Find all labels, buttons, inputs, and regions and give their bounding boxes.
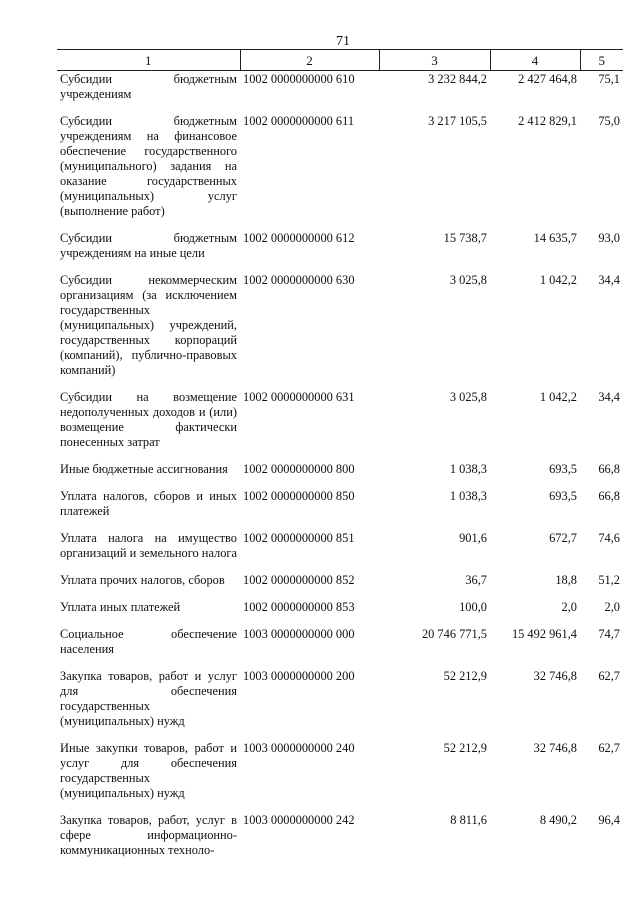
page-number: 71 — [336, 34, 350, 49]
row-value-4: 2 412 829,1 — [518, 114, 577, 128]
row-code: 1002 0000000000 852 — [243, 573, 355, 587]
row-code: 1002 0000000000 800 — [243, 462, 355, 476]
row-name: Иные бюджетные ассигнования — [60, 462, 228, 476]
row-value-3: 1 038,3 — [449, 489, 487, 503]
row-value-5: 74,7 — [598, 627, 620, 641]
row-code: 1002 0000000000 611 — [243, 114, 355, 128]
row-code: 1002 0000000000 853 — [243, 600, 355, 614]
row-value-3: 36,7 — [465, 573, 487, 587]
row-code: 1002 0000000000 631 — [243, 390, 355, 404]
row-value-3: 3 217 105,5 — [428, 114, 487, 128]
table-row — [57, 812, 623, 858]
row-value-3: 1 038,3 — [449, 462, 487, 476]
row-value-5: 75,1 — [598, 72, 620, 86]
row-value-4: 693,5 — [549, 462, 577, 476]
table-row — [57, 572, 623, 599]
row-value-4: 15 492 961,4 — [511, 627, 577, 641]
row-name: Субсидии бюджетным учреждениям на финансовое обеспечение государственного (муниципального) задания на оказание государственных (муниципальных) услуг (выполнение работ) — [60, 114, 237, 218]
table-row — [57, 389, 623, 461]
row-name: Закупка товаров, работ и услуг для обеспечения государственных (муниципальных) нужд — [60, 669, 237, 728]
row-value-3: 15 738,7 — [443, 231, 487, 245]
row-name: Субсидии бюджетным учреждениям на иные цели — [60, 231, 237, 260]
table-header-row — [57, 50, 623, 71]
row-value-4: 32 746,8 — [533, 669, 577, 683]
row-value-5: 62,7 — [598, 669, 620, 683]
row-name: Уплата иных платежей — [60, 600, 181, 614]
table-row — [57, 113, 623, 230]
row-value-3: 20 746 771,5 — [421, 627, 487, 641]
table-row — [57, 740, 623, 812]
row-value-5: 34,4 — [598, 390, 620, 404]
row-value-4: 693,5 — [549, 489, 577, 503]
row-name: Уплата налога на имущество организаций и земельного налога — [60, 531, 238, 560]
row-value-5: 51,2 — [598, 573, 620, 587]
row-value-4: 14 635,7 — [533, 231, 577, 245]
row-code: 1002 0000000000 630 — [243, 273, 355, 287]
row-name: Социальное обеспечение населения — [60, 627, 237, 656]
table-row — [57, 668, 623, 740]
row-name: Субсидии бюджетным учреждениям — [60, 72, 237, 101]
row-value-5: 96,4 — [598, 813, 620, 827]
table-row — [57, 488, 623, 530]
row-code: 1002 0000000000 850 — [243, 489, 355, 503]
row-name: Субсидии на возмещение недополученных доходов и (или) возмещение фактически понесенных затрат — [60, 390, 237, 449]
column-header-5: 5 — [580, 50, 623, 71]
row-value-4: 2 427 464,8 — [518, 72, 577, 86]
table-row — [57, 461, 623, 488]
table-row — [57, 71, 623, 114]
row-code: 1002 0000000000 610 — [243, 72, 355, 86]
row-code: 1003 0000000000 200 — [243, 669, 355, 683]
row-value-4: 32 746,8 — [533, 741, 577, 755]
row-value-5: 75,0 — [598, 114, 620, 128]
row-name: Уплата налогов, сборов и иных платежей — [60, 489, 237, 518]
budget-table — [57, 49, 623, 858]
row-value-5: 74,6 — [598, 531, 620, 545]
table-row — [57, 230, 623, 272]
row-value-4: 8 490,2 — [539, 813, 577, 827]
row-value-3: 3 232 844,2 — [428, 72, 487, 86]
row-value-3: 52 212,9 — [443, 669, 487, 683]
row-value-3: 100,0 — [459, 600, 487, 614]
row-code: 1003 0000000000 240 — [243, 741, 355, 755]
row-value-4: 672,7 — [549, 531, 577, 545]
row-code: 1002 0000000000 612 — [243, 231, 355, 245]
row-code: 1003 0000000000 000 — [243, 627, 355, 641]
row-value-3: 8 811,6 — [450, 813, 487, 827]
table-row — [57, 626, 623, 668]
row-value-3: 3 025,8 — [449, 273, 487, 287]
column-header-1: 1 — [57, 50, 240, 71]
row-value-3: 52 212,9 — [443, 741, 487, 755]
row-value-3: 3 025,8 — [449, 390, 487, 404]
row-value-3: 901,6 — [459, 531, 487, 545]
row-value-4: 1 042,2 — [539, 390, 577, 404]
column-header-3: 3 — [379, 50, 490, 71]
row-code: 1003 0000000000 242 — [243, 813, 355, 827]
row-name: Уплата прочих налогов, сборов — [60, 573, 225, 587]
table-row — [57, 530, 623, 572]
row-value-5: 93,0 — [598, 231, 620, 245]
table-row — [57, 272, 623, 389]
row-value-5: 62,7 — [598, 741, 620, 755]
row-name: Субсидии некоммерческим организациям (за исключением государственных (муниципальных) учреждений, государственных корпораций (компаний), публично-правовых компаний) — [60, 273, 237, 377]
column-header-2: 2 — [240, 50, 379, 71]
column-header-4: 4 — [490, 50, 580, 71]
row-value-4: 18,8 — [555, 573, 577, 587]
row-name: Закупка товаров, работ, услуг в сфере информационно-коммуникационных техноло- — [60, 813, 237, 857]
row-value-5: 2,0 — [604, 600, 620, 614]
row-value-5: 34,4 — [598, 273, 620, 287]
row-value-5: 66,8 — [598, 462, 620, 476]
row-name: Иные закупки товаров, работ и услуг для обеспечения государственных (муниципальных) нужд — [60, 741, 237, 800]
row-value-4: 1 042,2 — [539, 273, 577, 287]
row-code: 1002 0000000000 851 — [243, 531, 355, 545]
table-row — [57, 599, 623, 626]
row-value-5: 66,8 — [598, 489, 620, 503]
row-value-4: 2,0 — [561, 600, 577, 614]
